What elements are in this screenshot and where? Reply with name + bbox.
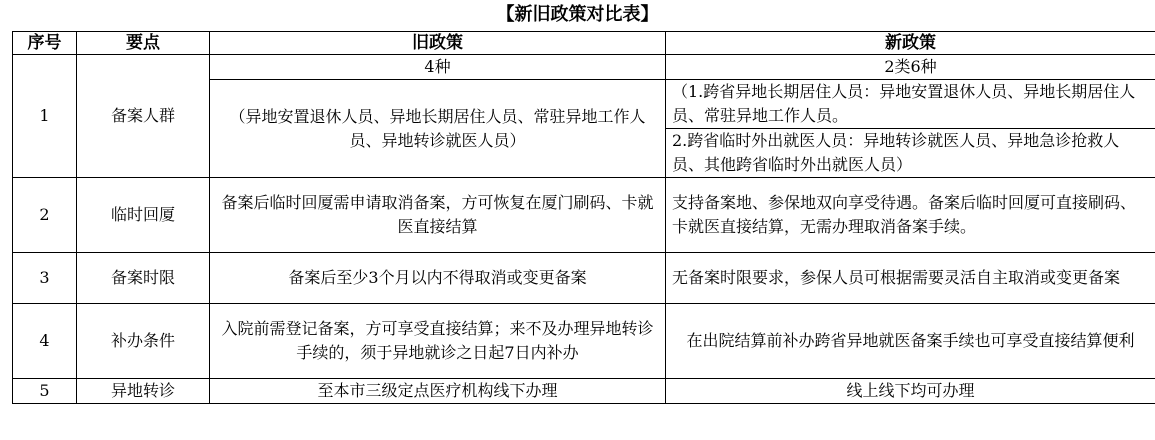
- row-seq: 1: [13, 55, 77, 178]
- row-seq: 2: [13, 178, 77, 253]
- row-key-point: 备案时限: [77, 253, 210, 304]
- table-row: [13, 253, 1155, 304]
- row-key-point: 备案人群: [77, 55, 210, 178]
- new-policy-summary: 2类6种: [666, 55, 1155, 80]
- header-seq: 序号: [13, 32, 77, 55]
- old-policy-cell: 备案后临时回厦需申请取消备案，方可恢复在厦门刷码、卡就医直接结算: [210, 178, 666, 253]
- header-row: [13, 32, 1155, 55]
- row-seq: 5: [13, 379, 77, 404]
- page-title: 【新旧政策对比表】: [496, 4, 659, 25]
- row-key-point: 临时回厦: [77, 178, 210, 253]
- row-key-point: 异地转诊: [77, 379, 210, 404]
- table-row: [13, 379, 1155, 404]
- old-policy-detail: （异地安置退休人员、异地长期居住人员、常驻异地工作人员、异地转诊就医人员）: [210, 80, 666, 178]
- policy-comparison-table: [12, 31, 1155, 404]
- new-policy-cell: 无备案时限要求，参保人员可根据需要灵活自主取消或变更备案: [666, 253, 1155, 304]
- old-policy-cell: 至本市三级定点医疗机构线下办理: [210, 379, 666, 404]
- row-key-point: 补办条件: [77, 304, 210, 379]
- old-policy-cell: 备案后至少3个月以内不得取消或变更备案: [210, 253, 666, 304]
- header-new-policy: 新政策: [666, 32, 1155, 55]
- new-policy-cell: 线上线下均可办理: [666, 379, 1155, 404]
- new-policy-detail-2: 2.跨省临时外出就医人员：异地转诊就医人员、异地急诊抢救人员、其他跨省临时外出就医人员）: [666, 129, 1155, 178]
- old-policy-cell: 入院前需登记备案，方可享受直接结算；来不及办理异地转诊手续的，须于异地就诊之日起7日内补办: [210, 304, 666, 379]
- header-key-point: 要点: [77, 32, 210, 55]
- header-old-policy: 旧政策: [210, 32, 666, 55]
- table-row: [13, 55, 1155, 80]
- row-seq: 4: [13, 304, 77, 379]
- new-policy-detail-1: （1.跨省异地长期居住人员：异地安置退休人员、异地长期居住人员、常驻异地工作人员。: [666, 80, 1155, 129]
- new-policy-cell: 支持备案地、参保地双向享受待遇。备案后临时回厦可直接刷码、卡就医直接结算，无需办理取消备案手续。: [666, 178, 1155, 253]
- table-row: [13, 304, 1155, 379]
- old-policy-summary: 4种: [210, 55, 666, 80]
- row-seq: 3: [13, 253, 77, 304]
- table-row: [13, 178, 1155, 253]
- new-policy-cell: 在出院结算前补办跨省异地就医备案手续也可享受直接结算便利: [666, 304, 1155, 379]
